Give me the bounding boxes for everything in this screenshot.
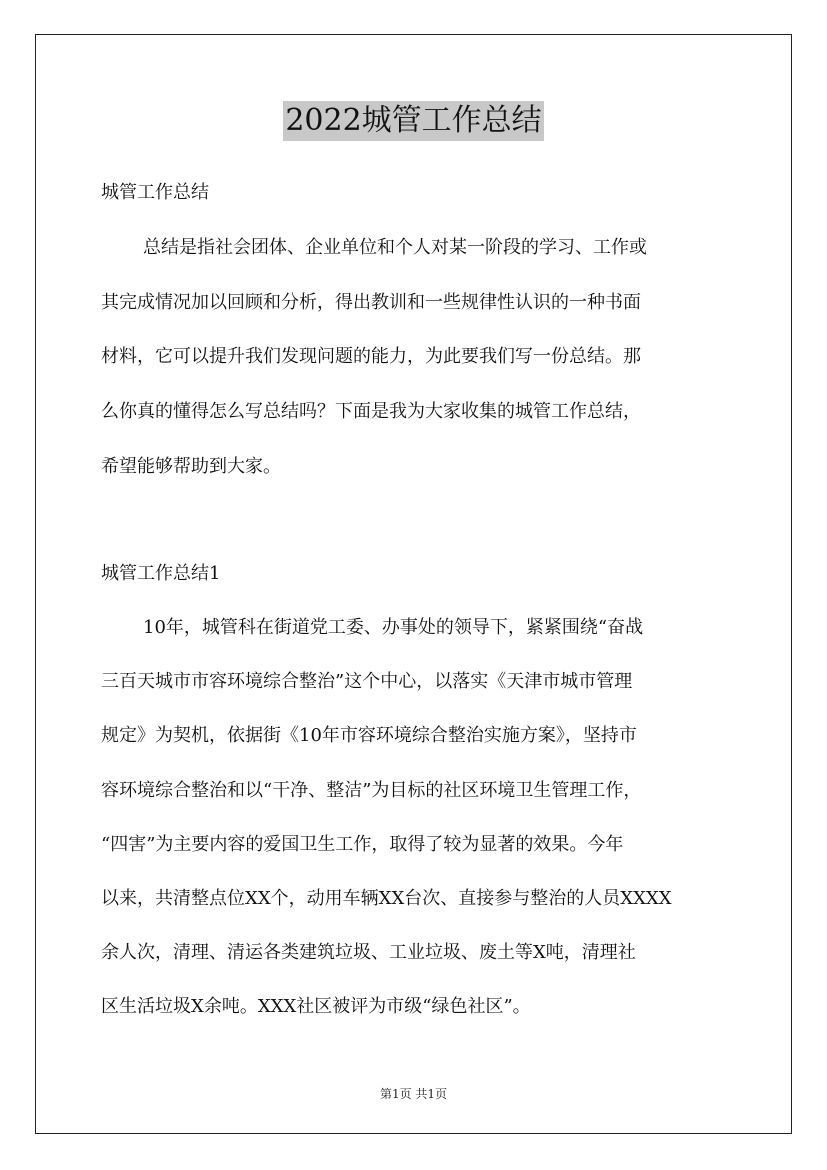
intro-line: 总结是指社会团体、企业单位和个人对某一阶段的学习、工作或: [143, 237, 647, 258]
section1-line: “四害”为主要内容的爱国卫生工作，取得了较为显著的效果。今年: [101, 834, 624, 855]
intro-line: 么你真的懂得怎么写总结吗？下面是我为大家收集的城管工作总结，: [101, 401, 641, 422]
page-number: 第1页 共1页: [379, 1087, 448, 1101]
document-title: 2022城管工作总结: [283, 101, 543, 141]
title-block: [0, 101, 827, 141]
intro-line: 希望能够帮助到大家。: [101, 456, 281, 477]
intro-line: 材料，它可以提升我们发现问题的能力，为此要我们写一份总结。那: [101, 346, 641, 367]
section1-line: 区生活垃圾X余吨。XXX社区被评为市级“绿色社区”。: [101, 996, 531, 1017]
section1-line: 以来，共清整点位XX个，动用车辆XX台次、直接参与整治的人员XXXX: [101, 888, 672, 909]
section1-line: 三百天城市市容环境综合整治”这个中心，以落实《天津市城市管理: [101, 671, 633, 692]
section1-line: 容环境综合整治和以“干净、整洁”为目标的社区环境卫生管理工作，: [101, 780, 642, 801]
section1-line: 规定》为契机，依据街《10年市容环境综合整治实施方案》，坚持市: [101, 725, 637, 746]
section1-heading: 城管工作总结1: [101, 563, 221, 584]
intro-heading: 城管工作总结: [101, 182, 209, 203]
intro-line: 其完成情况加以回顾和分析，得出教训和一些规律性认识的一种书面: [101, 292, 641, 313]
section1-line: 10年，城管科在街道党工委、办事处的领导下，紧紧围绕“奋战: [143, 617, 644, 638]
section1-line: 余人次，清理、清运各类建筑垃圾、工业垃圾、废土等X吨，清理社: [101, 942, 636, 963]
